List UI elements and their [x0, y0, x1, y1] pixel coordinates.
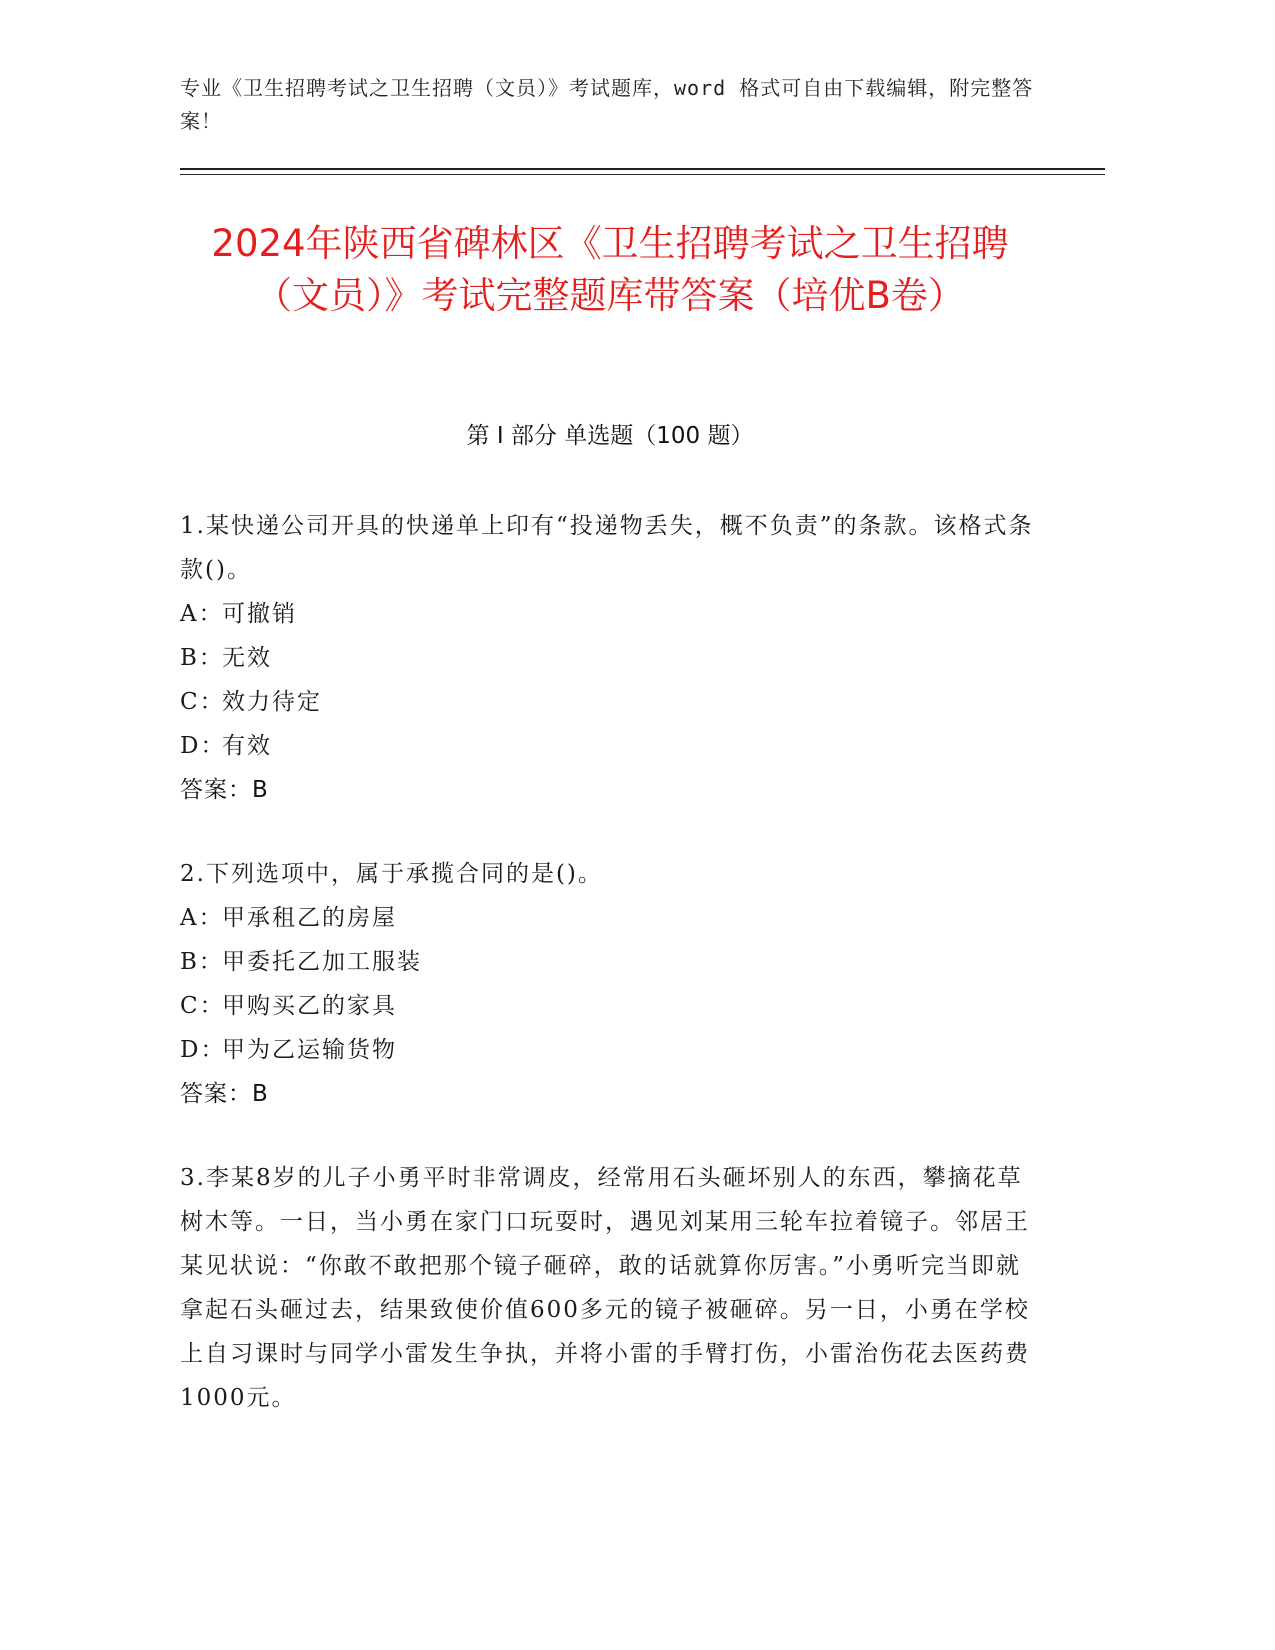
header-rule-thick [180, 168, 1105, 170]
option-a [180, 896, 1040, 940]
question-stem: 2.下列选项中，属于承揽合同的是()。 [180, 861, 603, 887]
option-key: A： [180, 905, 224, 931]
question-3 [180, 1156, 1040, 1420]
option-c [180, 984, 1040, 1028]
option-c [180, 680, 1040, 724]
answer-line: 答案：B [180, 1081, 269, 1107]
question-stem: 1.某快递公司开具的快递单上印有“投递物丢失，概不负责”的条款。该格式条款()。 [180, 513, 1034, 583]
option-text: 甲购买乙的家具 [222, 993, 397, 1019]
option-key: A： [180, 601, 224, 627]
option-key: D： [180, 733, 226, 759]
option-a [180, 592, 1040, 636]
option-key: C： [180, 689, 225, 715]
option-b [180, 940, 1040, 984]
option-key: C： [180, 993, 225, 1019]
question-2 [180, 852, 1040, 1116]
document-title: 2024年陕西省碑林区《卫生招聘考试之卫生招聘（文员）》考试完整题库带答案（培优B卷） [211, 222, 1009, 317]
option-key: B： [180, 949, 224, 975]
option-key: D： [180, 1037, 226, 1063]
option-d [180, 724, 1040, 768]
option-text: 效力待定 [222, 689, 322, 715]
option-b [180, 636, 1040, 680]
option-text: 无效 [222, 645, 272, 671]
option-text: 甲为乙运输货物 [222, 1037, 397, 1063]
section-title: 第 I 部分 单选题（100 题） [466, 423, 754, 449]
option-text: 有效 [222, 733, 272, 759]
header-rule-thin [180, 174, 1105, 175]
option-text: 可撤销 [222, 601, 297, 627]
option-d [180, 1028, 1040, 1072]
option-text: 甲承租乙的房屋 [222, 905, 397, 931]
option-text: 甲委托乙加工服装 [222, 949, 422, 975]
question-stem: 3.李某8岁的儿子小勇平时非常调皮，经常用石头砸坏别人的东西，攀摘花草树木等。一日，当小勇在家门口玩耍时，遇见刘某用三轮车拉着镜子。邻居王某见状说：“你敢不敢把那个镜子砸碎，敢的话就算你厉害。”小勇听完当即就拿起石头砸过去，结果致使价值600多元的镜子被砸碎。另一日，小勇在学校上自习课时与同学小雷发生争执，并将小雷的手臂打伤，小雷治伤花去医药费1000元。 [180, 1165, 1030, 1411]
answer-line: 答案：B [180, 777, 269, 803]
question-1 [180, 504, 1040, 812]
option-key: B： [180, 645, 224, 671]
header-note: 专业《卫生招聘考试之卫生招聘（文员）》考试题库，word 格式可自由下载编辑，附完整答案！ [180, 76, 1034, 133]
